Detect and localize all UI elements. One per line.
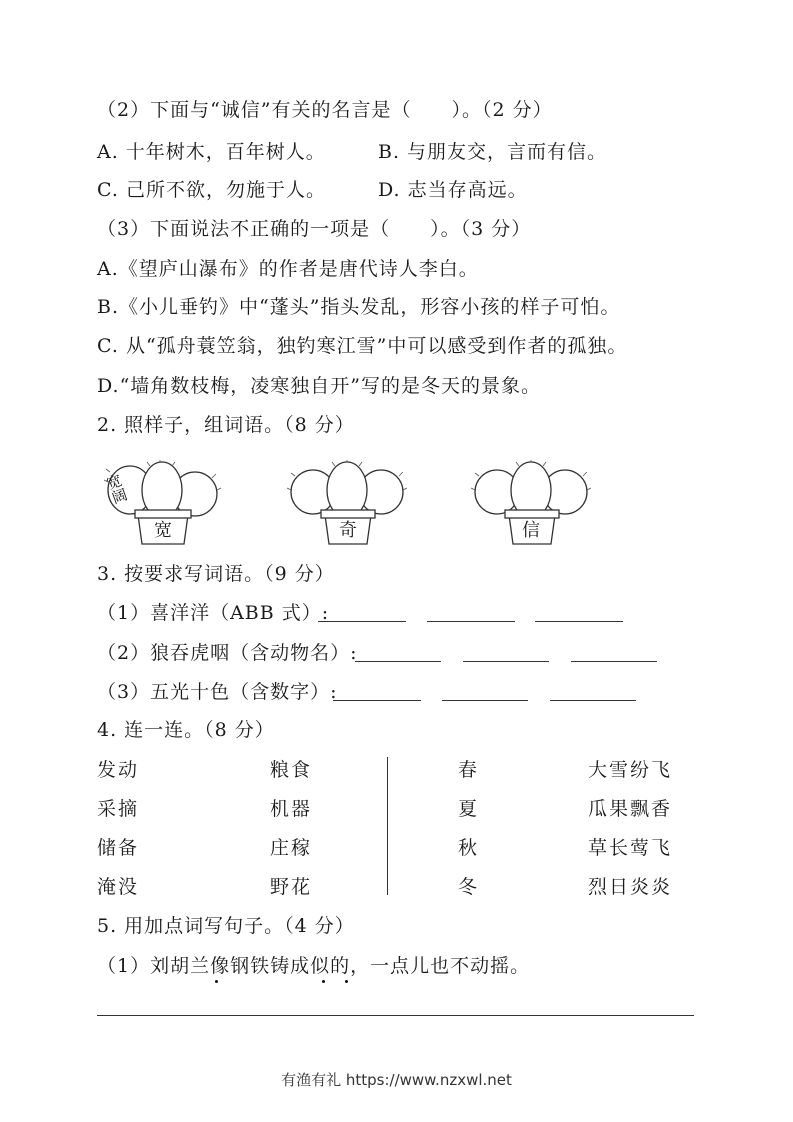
- q1-sub2-option-b: B. 与朋友交，言而有信。: [378, 141, 608, 163]
- match-col3-item[interactable]: 春: [458, 759, 480, 781]
- example-word-text: 宽阔: [102, 471, 130, 506]
- q1-sub2-option-c: C. 己所不欲，勿施于人。: [97, 179, 326, 201]
- q3-item-2-blank-3[interactable]: [571, 661, 657, 662]
- match-col4-item[interactable]: 大雪纷飞: [588, 759, 673, 781]
- q1-sub3-option-d: D.“墙角数枝梅，凌寒独自开”写的是冬天的景象。: [97, 375, 542, 397]
- q1-sub3-option-b: B.《小儿垂钓》中“蓬头”指头发乱，形容小孩的样子可怕。: [97, 296, 621, 318]
- match-col2-item[interactable]: 粮食: [270, 759, 313, 781]
- match-col1-item[interactable]: 发动: [97, 759, 140, 781]
- q3-item-2-blank-2[interactable]: [463, 661, 549, 662]
- q3-item-3: （3）五光十色（含数字）:: [97, 681, 338, 703]
- match-col4-item[interactable]: 瓜果飘香: [588, 798, 673, 820]
- pot-label-2: 奇: [339, 520, 357, 541]
- q2-title: 2. 照样子，组词语。（8 分）: [97, 414, 355, 436]
- q1-sub2-option-a: A. 十年树木，百年树人。: [97, 141, 326, 163]
- q1-sub2-stem: （2）下面与“诚信”有关的名言是（ ）。（2 分）: [97, 99, 553, 121]
- q4-title: 4. 连一连。（8 分）: [97, 719, 275, 741]
- q1-sub2-option-d: D. 志当存高远。: [378, 179, 528, 201]
- q1-sub3-option-a: A.《望庐山瀑布》的作者是唐代诗人李白。: [97, 258, 479, 280]
- match-col2-item[interactable]: 机器: [270, 798, 313, 820]
- match-col1-item[interactable]: 淹没: [97, 876, 140, 898]
- match-divider: [387, 757, 388, 895]
- q5-item-1: （1）刘胡兰像钢铁铸成似的，一点儿也不动摇。: [97, 955, 531, 977]
- q3-item-3-blank-1[interactable]: [333, 700, 421, 701]
- match-col4-item[interactable]: 草长莺飞: [588, 837, 673, 859]
- pot-label-3: 信: [522, 520, 540, 541]
- pot-label-1: 宽: [154, 520, 172, 541]
- emphasis-dot: [322, 980, 325, 983]
- q3-item-1-blank-3[interactable]: [535, 621, 623, 622]
- match-col1-item[interactable]: 储备: [97, 837, 140, 859]
- q3-item-2-blank-1[interactable]: [355, 661, 441, 662]
- q5-answer-line[interactable]: [97, 1015, 694, 1016]
- match-col3-item[interactable]: 冬: [458, 876, 480, 898]
- match-col3-item[interactable]: 秋: [458, 837, 480, 859]
- q3-item-1-blank-2[interactable]: [427, 621, 515, 622]
- q3-item-1: （1）喜洋洋（ABB 式）:: [97, 602, 330, 624]
- footer-watermark: 有渔有礼 https://www.nzxwl.net: [281, 1071, 512, 1089]
- match-col2-item[interactable]: 庄稼: [270, 837, 313, 859]
- emphasis-dot: [345, 980, 348, 983]
- q1-sub3-stem: （3）下面说法不正确的一项是（ ）。（3 分）: [97, 218, 532, 240]
- q3-item-3-blank-3[interactable]: [550, 700, 636, 701]
- q3-title: 3. 按要求写词语。（9 分）: [97, 563, 335, 585]
- q3-item-2: （2）狼吞虎咽（含动物名）:: [97, 642, 358, 664]
- q5-title: 5. 用加点词写句子。（4 分）: [97, 915, 355, 937]
- q3-item-1-blank-1[interactable]: [318, 621, 406, 622]
- q3-item-3-blank-2[interactable]: [442, 700, 528, 701]
- match-col1-item[interactable]: 采摘: [97, 798, 140, 820]
- match-col3-item[interactable]: 夏: [458, 798, 480, 820]
- emphasis-dot: [215, 980, 218, 983]
- match-col2-item[interactable]: 野花: [270, 876, 313, 898]
- match-col4-item[interactable]: 烈日炎炎: [588, 876, 673, 898]
- q1-sub3-option-c: C. 从“孤舟蓑笠翁，独钓寒江雪”中可以感受到作者的孤独。: [97, 335, 628, 357]
